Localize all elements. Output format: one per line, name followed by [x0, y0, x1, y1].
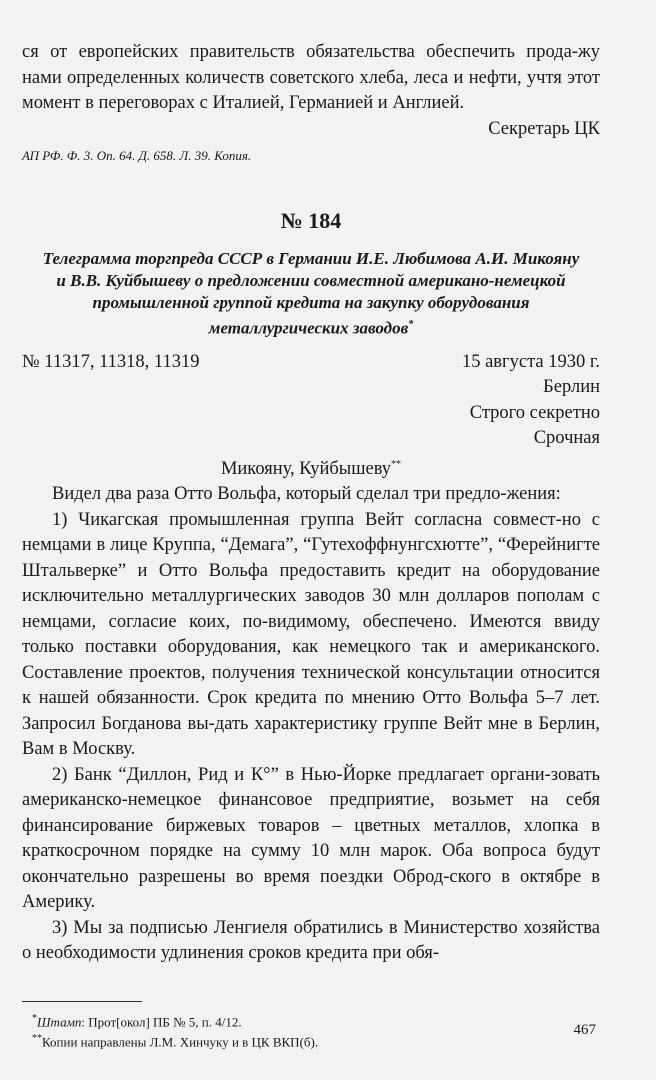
footnote-1-mark: *	[32, 1012, 37, 1024]
footnote-2-mark: **	[32, 1033, 42, 1045]
title-footnote-mark: *	[408, 319, 414, 330]
intro-paragraph: ся от европейских правительств обязательства обеспечить прода-жу нами определенных количеств советского хлеба, леса и нефти, учтя этот момент в переговорах с Италией, Германией и Англией.	[22, 42, 600, 113]
document-number: № 184	[280, 208, 342, 233]
signature: Секретарь ЦК	[488, 118, 600, 139]
document-title	[22, 248, 600, 340]
addressee-text: Микояну, Куйбышеву	[220, 458, 392, 479]
urgency: Срочная	[533, 428, 600, 449]
footnote-2	[32, 1030, 600, 1050]
reference-numbers: № 11317, 11318, 11319	[22, 351, 200, 372]
page-number: 467	[573, 1022, 596, 1038]
footnotes	[22, 1010, 600, 1051]
addressee-footnote-mark: **	[391, 458, 402, 470]
addressee	[22, 452, 600, 483]
secrecy-level: Строго секретно	[469, 402, 600, 423]
document-date: 15 августа 1930 г.	[461, 351, 600, 372]
item-3-paragraph: 3) Мы за подписью Ленгиеля обратились в Министерство хозяйства о необходимости удлинения сроков кредита при обя-	[22, 917, 600, 964]
footnote-1-text: : Прот[окол] ПБ № 5, п. 4/12.	[81, 1014, 242, 1030]
item-2-paragraph: 2) Банк “Диллон, Рид и К°” в Нью-Йорке предлагает органи-зовать американско-немецкое финансовое предприятие, возьмет на себя финансирование биржевых товаров – цветных металлов, хлопка в краткосрочном порядке на сумму 10 млн марок. Оба вопроса будут окончательно разрешены во время поездки Оброд-ского в октябре в Америку.	[22, 764, 600, 913]
item-1-paragraph: 1) Чикагская промышленная группа Вейт согласна совмест-но с немцами в лице Круппа, “Демага”, “Гутехоффнунгсхютте”, “Ферейнигте Штальверке” и Отто Вольфа предоставить кредит на оборудование исключительно металлургических заводов 30 млн долларов пополам с немцами, согласие коих, по-видимому, обеспечено. Имеются ввиду только поставки оборудования, как немецкого так и американского. Составление проектов, получения технической консультации относится к нашей обязанности. Срок кредита по мнению Отто Вольфа 5–7 лет. Запросил Богданова вы-дать характеристику группе Вейт мне в Берлин, Вам в Москву.	[22, 509, 600, 760]
archive-source: АП РФ. Ф. 3. Оп. 64. Д. 658. Л. 39. Копия.	[22, 148, 252, 163]
place: Берлин	[543, 377, 600, 398]
opening-paragraph: Видел два раза Отто Вольфа, который сделал три предло-жения:	[52, 484, 561, 505]
meta-row	[22, 350, 600, 376]
footnote-1-label: Штамп	[37, 1014, 82, 1030]
footnote-1	[32, 1010, 600, 1030]
footnote-divider	[22, 1001, 142, 1002]
document-page	[22, 40, 600, 1050]
document-title-text: Телеграмма торгпреда СССР в Германии И.Е. Любимова А.И. Микояну и В.В. Куйбышеву о предложении совместной американо-немецкой промышленной группой кредита на закупку оборудования металлургических заводов	[42, 249, 580, 338]
footnote-2-text: Копии направлены Л.М. Хинчуку и в ЦК ВКП(б).	[42, 1034, 319, 1050]
